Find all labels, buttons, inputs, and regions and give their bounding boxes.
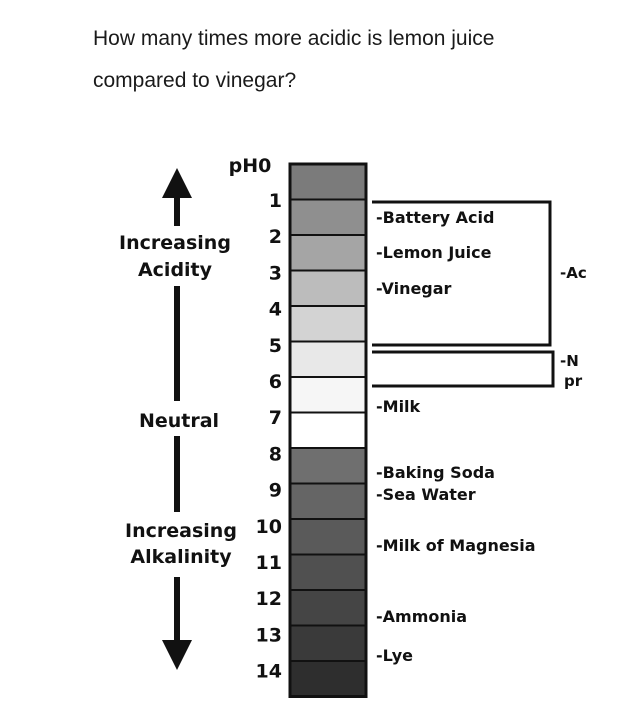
ph-segment-8 (290, 448, 366, 484)
label-increasing-alkalinity-1: Increasing (125, 520, 237, 542)
ph-number-10: 10 (255, 515, 282, 538)
ph-number-2: 2 (268, 226, 282, 249)
ph-color-bar (290, 164, 366, 697)
ph-number-12: 12 (255, 588, 282, 611)
ph-number-6: 6 (268, 371, 282, 393)
question-text (93, 18, 613, 102)
ph-segment-6 (290, 377, 366, 413)
substance-lye: -Lye (376, 646, 414, 665)
label-neutral: Neutral (138, 410, 220, 432)
ph-number-column (256, 190, 282, 683)
substance-battery-acid: -Battery Acid (376, 208, 495, 227)
ph-number-3: 3 (268, 262, 282, 285)
alkalinity-arrow-shaft-bottom (174, 577, 180, 642)
ph-segment-10 (290, 519, 366, 555)
acidity-arrow-shaft-bottom (174, 286, 180, 401)
acidity-arrow-head (162, 168, 192, 198)
substance-milk-of-magnesia: -Milk of Magnesia (376, 536, 536, 555)
ph-segment-14 (290, 661, 366, 697)
ph-number-7: 7 (268, 407, 282, 430)
ph-number-11: 11 (255, 552, 282, 574)
substance-vinegar: -Vinegar (376, 279, 452, 298)
ph-segment-12 (290, 590, 366, 626)
bracket-label-normal-rain-2: pr (564, 372, 583, 390)
substance-milk: -Milk (376, 397, 421, 416)
ph-segment-1 (290, 200, 366, 236)
label-increasing-alkalinity-2: Alkalinity (130, 546, 232, 568)
normal-rain-bracket (372, 352, 553, 386)
ph-segment-5 (290, 342, 366, 378)
ph-header: pH0 (228, 155, 272, 177)
ph-segment-2 (290, 235, 366, 271)
question-line-1: How many times more acidic is lemon juice (93, 27, 495, 50)
label-increasing-acidity-2: Acidity (137, 259, 213, 281)
acidity-arrow (162, 168, 192, 401)
ph-scale-diagram (0, 140, 644, 700)
ph-segment-7 (290, 413, 366, 449)
substance-ammonia: -Ammonia (376, 607, 468, 626)
ph-number-1: 1 (268, 190, 282, 212)
alkalinity-arrow-shaft-top (174, 436, 180, 512)
acidity-arrow-shaft-top (174, 196, 180, 226)
ph-number-13: 13 (255, 624, 282, 647)
substance-lemon-juice: -Lemon Juice (376, 243, 492, 262)
ph-segment-13 (290, 626, 366, 662)
substance-sea-water: -Sea Water (376, 485, 476, 504)
ph-segment-0 (290, 164, 366, 200)
ph-number-14: 14 (255, 660, 282, 683)
ph-segment-11 (290, 555, 366, 591)
substance-baking-soda: -Baking Soda (376, 463, 495, 482)
question-line-2: compared to vinegar? (93, 69, 297, 92)
ph-segment-4 (290, 306, 366, 342)
label-increasing-acidity-1: Increasing (119, 232, 231, 254)
ph-number-4: 4 (268, 298, 282, 321)
ph-segment-3 (290, 271, 366, 307)
ph-number-5: 5 (268, 334, 282, 357)
normal-rain-bracket-line (372, 352, 553, 386)
ph-scale-svg (0, 140, 644, 700)
bracket-label-normal-rain-1: -N (560, 352, 579, 370)
ph-segment-9 (290, 484, 366, 520)
alkalinity-arrow-head (162, 640, 192, 670)
ph-number-8: 8 (268, 443, 282, 466)
bracket-label-acid-rain: -Ac (560, 264, 587, 282)
ph-number-9: 9 (268, 479, 282, 502)
